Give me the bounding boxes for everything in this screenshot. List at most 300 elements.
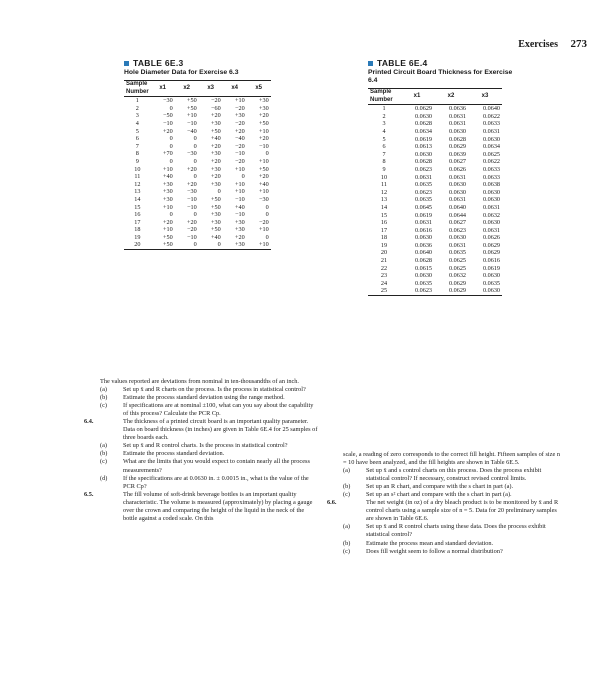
sample-number-cell: 10 — [380, 173, 388, 181]
exercise-part: (a) Set up x̄ and s control charts on this process. Does the process exhibit statistical control? If necessary, construct revised control limits. — [343, 467, 542, 483]
left-text-column — [84, 378, 320, 523]
value-cell: −30 — [258, 195, 269, 203]
value-cell: +20 — [186, 218, 197, 226]
table-row — [368, 227, 502, 235]
sample-number-cell: 19 — [134, 233, 141, 241]
table-row — [368, 219, 502, 227]
table-row — [124, 173, 271, 181]
value-cell: +10 — [258, 127, 269, 135]
sample-number-cell: 12 — [134, 180, 141, 188]
exercise-continuation: scale, a reading of zero corresponds to the correct fill height. Fifteen samples of size n = 10 have been analyzed, and the fill heights are shown in Table 6E.5. — [343, 451, 560, 467]
value-cell: 0.0623 — [400, 287, 434, 295]
table-row — [368, 181, 502, 189]
value-cell: 0.0630 — [448, 181, 466, 189]
table-row — [368, 105, 502, 113]
value-cell: 0.0630 — [448, 127, 466, 135]
value-cell: 0.0630 — [482, 135, 500, 143]
value-cell: 0.0629 — [414, 105, 432, 113]
table-note: The values reported are deviations from nominal in ten-thousandths of an inch. — [100, 378, 299, 385]
value-cell: 0.0625 — [448, 257, 466, 265]
value-cell: 0.0640 — [448, 203, 466, 211]
value-cell: +50 — [210, 127, 221, 135]
table-row — [124, 135, 271, 143]
exercise-part: (a) Set up x̄ and R control charts. Is the process in statistical control? — [100, 442, 288, 450]
table-row — [368, 113, 502, 121]
sample-number-cell: 20 — [380, 249, 388, 257]
value-cell: 0.0630 — [482, 188, 500, 196]
value-cell: +30 — [210, 218, 221, 226]
value-cell: 0 — [199, 241, 223, 249]
value-cell: 0.0631 — [482, 127, 500, 135]
table-row — [368, 166, 502, 174]
value-cell: +30 — [210, 180, 221, 188]
table-row — [368, 249, 502, 257]
value-cell: −20 — [258, 218, 269, 226]
table-row — [124, 112, 271, 120]
value-cell: 0.0632 — [448, 272, 466, 280]
col-header: x2 — [175, 81, 199, 97]
value-cell: 0 — [265, 211, 269, 219]
exercise-part: (d) If the specifications are at 0.0630 in. ± 0.0015 in., what is the value of the PCR Cp? — [100, 474, 309, 490]
value-cell: 0.0633 — [482, 173, 500, 181]
value-cell: +10 — [234, 165, 245, 173]
value-cell: 0.0626 — [482, 234, 500, 242]
sample-number-cell: 4 — [135, 119, 139, 127]
value-cell: 0.0630 — [414, 234, 432, 242]
value-cell: 0.0630 — [414, 272, 432, 280]
right-text-column — [327, 451, 563, 556]
table-row — [368, 265, 502, 273]
sample-number-cell: 13 — [134, 188, 141, 196]
value-cell: −10 — [186, 203, 197, 211]
sample-number-cell: 9 — [135, 157, 139, 165]
sample-number-cell: 3 — [135, 112, 139, 120]
table-row — [124, 158, 271, 166]
value-cell: 0.0631 — [448, 241, 466, 249]
value-cell: 0.0630 — [482, 219, 500, 227]
value-cell: +10 — [258, 188, 269, 196]
table-row — [368, 234, 502, 242]
value-cell: 0.0631 — [482, 203, 500, 211]
value-cell: +10 — [162, 203, 173, 211]
value-cell: 0.0636 — [414, 241, 432, 249]
value-cell: +50 — [258, 119, 269, 127]
value-cell: −10 — [186, 233, 197, 241]
sample-number-cell: 25 — [368, 287, 400, 295]
value-cell: −20 — [186, 226, 197, 234]
table-row — [124, 105, 271, 113]
value-cell: 0.0623 — [414, 165, 432, 173]
value-cell: 0 — [169, 135, 173, 143]
value-cell: +20 — [162, 127, 173, 135]
table-row — [124, 97, 271, 105]
table-row — [368, 128, 502, 136]
exercise-part: (b) Set up an R chart, and compare with the s chart in part (a). — [343, 483, 514, 491]
value-cell: +50 — [151, 241, 175, 249]
table-6e3-block — [124, 58, 292, 250]
square-bullet-icon — [368, 61, 373, 66]
value-cell: 0.0631 — [482, 226, 500, 234]
value-cell: 0.0633 — [482, 165, 500, 173]
exercise-part: (c) What are the limits that you would expect to contain nearly all the process measurements? — [100, 458, 310, 474]
value-cell: 0.0630 — [414, 112, 432, 120]
value-cell: 0.0633 — [482, 120, 500, 128]
table-row — [124, 226, 271, 234]
sample-number-cell: 23 — [380, 272, 388, 280]
table-row — [124, 204, 271, 212]
value-cell: +20 — [234, 127, 245, 135]
table-row — [368, 151, 502, 159]
value-cell: 0 — [193, 211, 197, 219]
value-cell: 0 — [169, 142, 173, 150]
table-label: TABLE 6E.4 — [368, 58, 518, 68]
col-header: x4 — [223, 81, 247, 97]
exercise-6-6: 6.6. The net weight (in oz) of a dry bleach product is to be monitored by x̄ and R control charts using a sample size of n = 5. Data for 20 preliminary samples are shown in Table 6E.6. — [327, 499, 559, 523]
value-cell: −30 — [186, 150, 197, 158]
exercise-part: (c) Set up an s² chart and compare with the s chart in part (a). — [343, 491, 512, 499]
value-cell: −20 — [234, 119, 245, 127]
value-cell: −10 — [234, 195, 245, 203]
sample-number-cell: 1 — [135, 97, 139, 105]
value-cell: 0.0616 — [482, 257, 500, 265]
value-cell: 0 — [193, 135, 197, 143]
value-cell: +30 — [234, 226, 245, 234]
value-cell: +30 — [234, 218, 245, 226]
value-cell: 0 — [193, 157, 197, 165]
sample-number-cell: 8 — [382, 158, 386, 166]
col-header: x1 — [151, 81, 175, 97]
value-cell: −10 — [234, 150, 245, 158]
value-cell: +50 — [210, 226, 221, 234]
value-cell: +30 — [210, 119, 221, 127]
value-cell: +50 — [258, 165, 269, 173]
value-cell: 0.0631 — [414, 173, 432, 181]
value-cell: −40 — [234, 135, 245, 143]
value-cell: 0.0625 — [448, 264, 466, 272]
sample-number-cell: 12 — [380, 188, 388, 196]
value-cell: 0.0635 — [448, 249, 466, 257]
value-cell: +30 — [223, 241, 247, 249]
value-cell: +70 — [162, 150, 173, 158]
table-row — [368, 287, 502, 295]
sample-number-cell: 3 — [382, 120, 386, 128]
value-cell: −10 — [186, 195, 197, 203]
value-cell: −60 — [210, 104, 221, 112]
value-cell: −20 — [234, 157, 245, 165]
col-header: x3 — [199, 81, 223, 97]
value-cell: 0.0629 — [482, 241, 500, 249]
value-cell: 0.0627 — [448, 219, 466, 227]
sample-number-cell: 14 — [134, 195, 141, 203]
exercise-part: (a) Set up x̄ and R control charts using these data. Does the process exhibit statistical control? — [343, 523, 546, 539]
value-cell: +40 — [258, 180, 269, 188]
value-cell: 0.0628 — [414, 120, 432, 128]
table-row — [124, 120, 271, 128]
value-cell: 0 — [265, 150, 269, 158]
value-cell: −10 — [234, 211, 245, 219]
table-row — [368, 204, 502, 212]
value-cell: 0 — [175, 241, 199, 249]
value-cell: 0.0628 — [448, 135, 466, 143]
value-cell: +30 — [210, 211, 221, 219]
value-cell: 0.0619 — [414, 135, 432, 143]
value-cell: 0.0635 — [414, 181, 432, 189]
value-cell: −20 — [234, 142, 245, 150]
value-cell: +20 — [210, 157, 221, 165]
value-cell: 0.0619 — [482, 264, 500, 272]
table-caption: Printed Circuit Board Thickness for Exercise 6.4 — [368, 69, 513, 84]
value-cell: 0.0631 — [448, 173, 466, 181]
value-cell: 0.0629 — [448, 143, 466, 151]
table-row — [368, 272, 502, 280]
col-header: Sample Number — [368, 89, 400, 105]
value-cell: +30 — [162, 188, 173, 196]
value-cell: 0.0639 — [448, 150, 466, 158]
value-cell: 0.0640 — [482, 105, 500, 113]
sample-number-cell: 1 — [382, 105, 386, 113]
value-cell: +30 — [162, 195, 173, 203]
value-cell: +20 — [162, 218, 173, 226]
col-header: x1 — [400, 89, 434, 105]
sample-number-cell: 20 — [124, 241, 151, 249]
value-cell: 0.0631 — [448, 196, 466, 204]
value-cell: −50 — [162, 112, 173, 120]
exercise-6-5: 6.5. The fill volume of soft-drink beverage bottles is an important quality characteristic. The volume is measured (approximately) by placing a gauge over the crown and comparing the height of the liquid in the neck of the bottle against a coded scale. On this — [84, 490, 313, 522]
value-cell: +30 — [258, 104, 269, 112]
value-cell: +40 — [210, 135, 221, 143]
value-cell: +30 — [162, 180, 173, 188]
sample-number-cell: 15 — [134, 203, 141, 211]
value-cell: 0.0613 — [414, 143, 432, 151]
value-cell: 0.0644 — [448, 211, 466, 219]
col-header: Sample Number — [124, 81, 151, 97]
table-row — [368, 158, 502, 166]
value-cell: +20 — [186, 180, 197, 188]
table-row — [124, 219, 271, 227]
value-cell: −20 — [210, 97, 221, 105]
value-cell: 0 — [169, 104, 173, 112]
value-cell: +20 — [258, 135, 269, 143]
value-cell: 0 — [265, 233, 269, 241]
value-cell: +20 — [210, 112, 221, 120]
sample-number-cell: 22 — [380, 264, 388, 272]
value-cell: +50 — [186, 97, 197, 105]
exercise-part: (c) If specifications are at nominal ±100, what can you say about the capability of this process? Calculate the PCR Cp. — [100, 402, 314, 418]
value-cell: −10 — [258, 142, 269, 150]
exercise-part: (b) Estimate the process standard deviation using the range method. — [100, 394, 285, 402]
table-6e4-block — [368, 58, 518, 296]
page-header — [518, 38, 587, 50]
table-row — [368, 242, 502, 250]
value-cell: +30 — [258, 97, 269, 105]
value-cell: +10 — [234, 188, 245, 196]
table-row — [368, 174, 502, 182]
sample-number-cell: 16 — [380, 219, 388, 227]
value-cell: 0.0629 — [448, 279, 466, 287]
value-cell: 0.0630 — [482, 272, 500, 280]
table-row — [124, 234, 271, 242]
value-cell: +10 — [258, 157, 269, 165]
sample-number-cell: 24 — [380, 279, 388, 287]
table-row — [368, 196, 502, 204]
table-row — [124, 143, 271, 151]
value-cell: 0.0635 — [414, 279, 432, 287]
sample-number-cell: 2 — [382, 112, 386, 120]
table-row — [124, 188, 271, 196]
value-cell: 0.0623 — [448, 226, 466, 234]
value-cell: 0.0629 — [434, 287, 468, 295]
value-cell: 0.0630 — [468, 287, 502, 295]
value-cell: 0.0635 — [482, 279, 500, 287]
value-cell: +30 — [234, 112, 245, 120]
col-header: x3 — [468, 89, 502, 105]
sample-number-cell: 14 — [380, 203, 388, 211]
sample-number-cell: 2 — [135, 104, 139, 112]
sample-number-cell: 18 — [134, 226, 141, 234]
value-cell: +10 — [186, 112, 197, 120]
sample-number-cell: 7 — [135, 142, 139, 150]
value-cell: +10 — [234, 97, 245, 105]
sample-number-cell: 11 — [381, 181, 387, 189]
sample-number-cell: 7 — [382, 150, 386, 158]
value-cell: 0.0630 — [482, 196, 500, 204]
exercise-part: (a) Set up x̄ and R charts on the process. Is the process in statistical control? — [100, 386, 306, 394]
sample-number-cell: 6 — [382, 143, 386, 151]
value-cell: +10 — [234, 180, 245, 188]
value-cell: 0.0616 — [414, 226, 432, 234]
value-cell: +20 — [210, 173, 221, 181]
value-cell: +20 — [258, 112, 269, 120]
value-cell: +10 — [162, 226, 173, 234]
sample-number-cell: 10 — [134, 165, 141, 173]
table-caption: Hole Diameter Data for Exercise 6.3 — [124, 69, 239, 76]
value-cell: +20 — [210, 142, 221, 150]
table-row — [124, 181, 271, 189]
value-cell: +10 — [247, 241, 271, 249]
sample-number-cell: 5 — [135, 127, 139, 135]
sample-number-cell: 17 — [380, 226, 388, 234]
value-cell: +20 — [234, 233, 245, 241]
sample-number-cell: 15 — [380, 211, 388, 219]
value-cell: 0.0629 — [482, 249, 500, 257]
value-cell: +20 — [186, 165, 197, 173]
value-cell: 0 — [169, 211, 173, 219]
value-cell: 0.0630 — [414, 150, 432, 158]
value-cell: 0.0635 — [414, 196, 432, 204]
table-row — [124, 150, 271, 158]
table-row — [368, 143, 502, 151]
value-cell: 0.0627 — [448, 158, 466, 166]
value-cell: −10 — [162, 119, 173, 127]
value-cell: 0.0636 — [448, 105, 466, 113]
value-cell: 0.0628 — [414, 158, 432, 166]
sample-number-cell: 17 — [134, 218, 141, 226]
value-cell: +10 — [162, 165, 173, 173]
value-cell: 0.0615 — [414, 264, 432, 272]
sample-number-cell: 13 — [380, 196, 388, 204]
sample-number-cell: 16 — [134, 211, 141, 219]
value-cell: 0.0630 — [448, 188, 466, 196]
value-cell: +20 — [258, 173, 269, 181]
value-cell: 0.0638 — [482, 181, 500, 189]
value-cell: −10 — [186, 119, 197, 127]
value-cell: +30 — [210, 165, 221, 173]
sample-number-cell: 8 — [135, 150, 139, 158]
value-cell: 0 — [217, 188, 221, 196]
sample-number-cell: 11 — [134, 173, 141, 181]
value-cell: 0.0631 — [448, 120, 466, 128]
sample-number-cell: 21 — [380, 257, 388, 265]
table-row — [368, 212, 502, 220]
value-cell: 0.0628 — [414, 257, 432, 265]
value-cell: 0.0622 — [482, 112, 500, 120]
value-cell: 0.0622 — [482, 158, 500, 166]
value-cell: 0.0625 — [482, 150, 500, 158]
value-cell: 0.0634 — [414, 127, 432, 135]
value-cell: 0 — [193, 173, 197, 181]
value-cell: +40 — [210, 233, 221, 241]
value-cell: 0.0619 — [414, 211, 432, 219]
exercise-part: (b) Estimate the process mean and standard deviation. — [343, 539, 494, 547]
value-cell: 0.0630 — [448, 234, 466, 242]
table-row — [368, 136, 502, 144]
value-cell: −40 — [186, 127, 197, 135]
value-cell: 0.0645 — [414, 203, 432, 211]
sample-number-cell: 5 — [382, 135, 386, 143]
table-row — [368, 120, 502, 128]
table-row — [368, 280, 502, 288]
table-label: TABLE 6E.3 — [124, 58, 292, 68]
table-row — [368, 189, 502, 197]
value-cell: 0 — [193, 142, 197, 150]
square-bullet-icon — [124, 61, 129, 66]
table-row — [124, 241, 271, 249]
sample-number-cell: 19 — [380, 241, 388, 249]
value-cell: −30 — [186, 188, 197, 196]
value-cell: 0.0623 — [414, 188, 432, 196]
value-cell: 0 — [241, 173, 245, 181]
value-cell: −20 — [234, 104, 245, 112]
table-row — [124, 166, 271, 174]
col-header: x5 — [247, 81, 271, 97]
value-cell: +50 — [210, 195, 221, 203]
table-row — [124, 128, 271, 136]
table-row — [124, 211, 271, 219]
value-cell: −30 — [162, 97, 173, 105]
value-cell: +50 — [210, 203, 221, 211]
value-cell: 0.0634 — [482, 143, 500, 151]
sample-number-cell: 18 — [380, 234, 388, 242]
exercise-part: (b) Estimate the process standard deviation. — [100, 450, 225, 458]
hole-diameter-table — [124, 80, 271, 250]
col-header: x2 — [434, 89, 468, 105]
value-cell: 0.0626 — [448, 165, 466, 173]
sample-number-cell: 4 — [382, 127, 386, 135]
table-row — [124, 196, 271, 204]
exercise-6-4: 6.4. The thickness of a printed circuit board is an important quality parameter. Data on board thickness (in inches) are given in Table 6E.4 for 25 samples of three boards each. — [84, 418, 318, 442]
value-cell: 0.0640 — [414, 249, 432, 257]
value-cell: +10 — [258, 226, 269, 234]
value-cell: +50 — [186, 104, 197, 112]
value-cell: 0.0631 — [414, 219, 432, 227]
value-cell: 0.0632 — [482, 211, 500, 219]
sample-number-cell: 6 — [135, 135, 139, 143]
section-title: Exercises — [518, 39, 558, 50]
value-cell: 0.0631 — [448, 112, 466, 120]
value-cell: +50 — [162, 233, 173, 241]
value-cell: 0 — [265, 203, 269, 211]
value-cell: +40 — [162, 173, 173, 181]
